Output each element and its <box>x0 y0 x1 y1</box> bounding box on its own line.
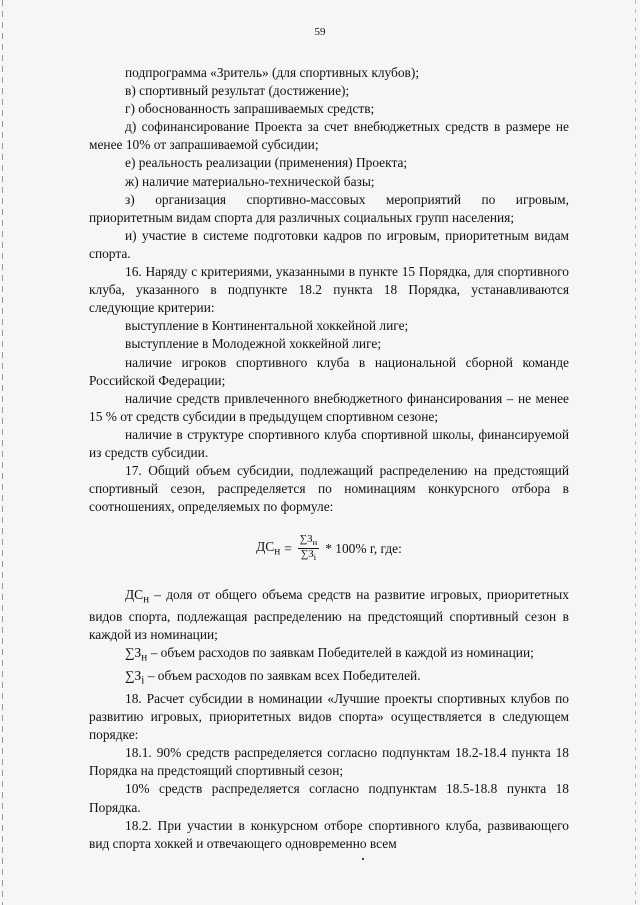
formula <box>89 534 569 563</box>
paragraph: подпрограмма «Зритель» (для спортивных клубов); <box>125 65 420 80</box>
definition: $ДС_н$ – доля от общего объема средств на развитие игровых, приоритетных видов спорта, подлежащая распределению на предстоящий спортивный сезон в каждой из номинации; <box>89 586 569 643</box>
formula-fraction <box>298 534 319 563</box>
formula-numerator: $\sum З_н$ <box>299 534 318 548</box>
scan-edge-left <box>2 0 3 905</box>
formula-denominator: $\sum З_i$ <box>300 549 317 563</box>
paragraph: г) обоснованность запрашиваемых средств; <box>125 101 375 117</box>
paragraph: 16. Наряду с критериями, указанными в пункте 15 Порядка, для спортивного клуба, указанного в подпункте 18.2 пункта 18 Порядка, устанавливаются следующие критерии: <box>89 264 569 316</box>
paragraph: 18.2. При участии в конкурсном отборе спортивного клуба, развивающего вид спорта хоккей и отвечающего одновременно всем <box>89 817 569 851</box>
document-body <box>89 64 569 853</box>
formula-lhs: $ДС_н$ <box>256 538 281 558</box>
definition: $\sum З_н$ – объем расходов по заявкам Победителей в каждой из номинации; <box>125 645 534 665</box>
scan-edge-right <box>635 0 636 905</box>
paragraph: 10% средств распределяется согласно подпунктам 18.5-18.8 пункта 18 Порядка. <box>89 781 569 815</box>
paragraph: 17. Общий объем субсидии, подлежащий распределению на предстоящий спортивный сезон, распределяется по номинациям конкурсного отбора в соотношениях, определяемых по формуле: <box>89 463 569 515</box>
page-number: 59 <box>314 26 326 38</box>
definition-symbol: $ДС_н$ <box>125 586 150 606</box>
formula-rhs: * 100% г, где: <box>325 540 402 556</box>
paragraph: и) участие в системе подготовки кадров по игровым, приоритетным видам спорта. <box>89 227 569 261</box>
scan-speck <box>362 858 364 860</box>
paragraph: в) спортивный результат (достижение); <box>125 83 350 99</box>
paragraph: 18. Расчет субсидии в номинации «Лучшие проекты спортивных клубов по развитию игровых, приоритетных видов спорта» осуществляется в следующем порядке: <box>89 691 569 743</box>
formula-equals: = <box>284 540 292 556</box>
paragraph: з) организация спортивно-массовых мероприятий по игровым, приоритетным видам спорта для различных социальных групп населения; <box>89 191 569 225</box>
paragraph: выступление в Континентальной хоккейной лиге; <box>125 318 409 334</box>
paragraph: е) реальность реализации (применения) Проекта; <box>125 155 408 171</box>
paragraph: наличие игроков спортивного клуба в национальной сборной команде Российской Федерации; <box>89 354 569 388</box>
paragraph: наличие в структуре спортивного клуба спортивной школы, финансируемой из средств субсидии. <box>89 426 569 460</box>
paragraph: 18.1. 90% средств распределяется согласно подпунктам 18.2-18.4 пункта 18 Порядка на предстоящий спортивный сезон; <box>89 745 569 779</box>
paragraph: ж) наличие материально-технической базы; <box>125 173 375 189</box>
definition-symbol: $\sum З_i$ <box>125 668 145 687</box>
paragraph: д) софинансирование Проекта за счет внебюджетных средств в размере не менее 10% от запрашиваемой субсидии; <box>89 119 569 153</box>
definition-symbol: $\sum З_н$ <box>125 645 148 665</box>
paragraph: наличие средств привлеченного внебюджетного финансирования – не менее 15 % от средств субсидии в предыдущем спортивном сезоне; <box>89 390 569 424</box>
paragraph: выступление в Молодежной хоккейной лиге; <box>125 336 382 352</box>
definition: $\sum З_i$ – объем расходов по заявкам всех Победителей. <box>125 668 421 687</box>
